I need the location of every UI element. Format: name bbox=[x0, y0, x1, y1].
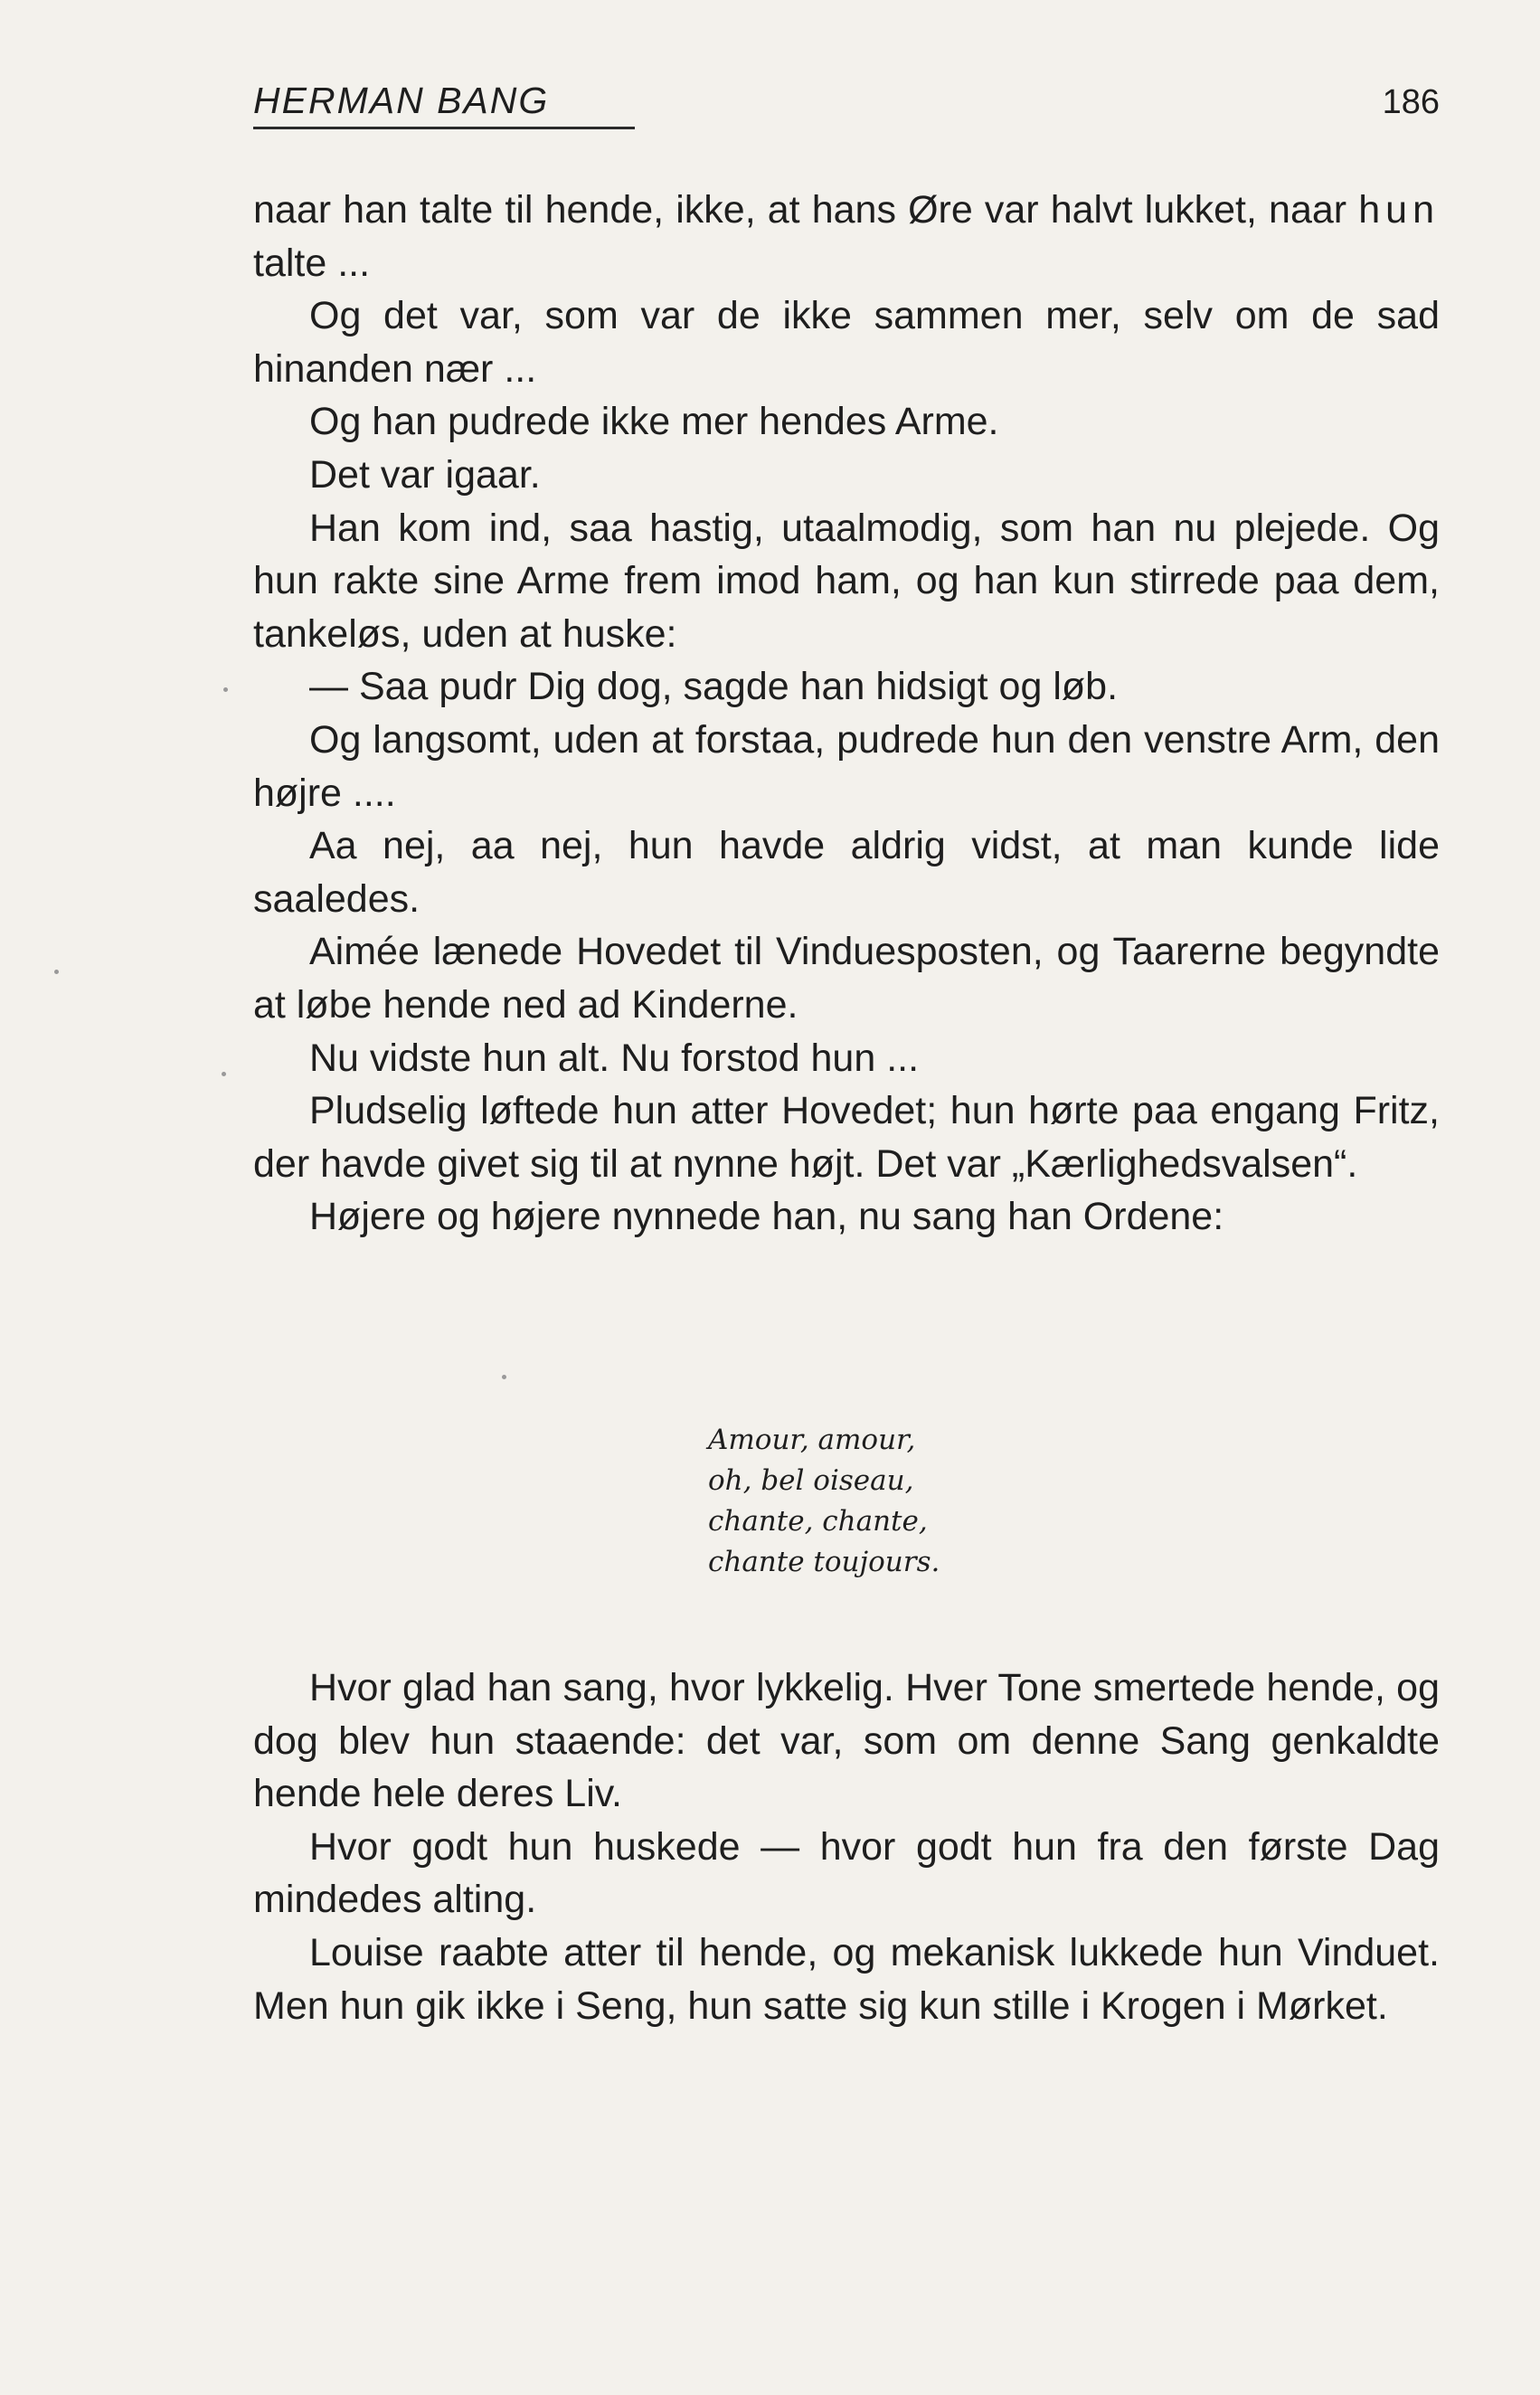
paragraph-text-tail: talte ... bbox=[253, 241, 371, 285]
paragraph bbox=[253, 184, 1440, 289]
verse-line: oh, bel oiseau, bbox=[708, 1464, 914, 1497]
text-block-upper bbox=[253, 184, 1440, 1244]
paragraph: Han kom ind, saa hastig, utaalmodig, som han nu plejede. Og hun rakte sine Arme frem imod ham, og han kun stirrede paa dem, tankeløs, uden at huske: bbox=[253, 506, 1440, 656]
paragraph-text: naar han talte til hende, ikke, at hans Øre var halvt lukket, naar bbox=[253, 188, 1359, 232]
paragraph: Aimée lænede Hovedet til Vinduesposten, og Taarerne begyndte at løbe hende ned ad Kinderne. bbox=[253, 930, 1440, 1027]
header-underline bbox=[253, 127, 635, 129]
page-number: 186 bbox=[1382, 83, 1440, 121]
song-verse bbox=[708, 1420, 940, 1583]
paragraph: Og det var, som var de ikke sammen mer, selv om de sad hinanden nær ... bbox=[253, 294, 1440, 391]
paragraph: Det var igaar. bbox=[309, 452, 541, 497]
paragraph: Hvor godt hun huskede — hvor godt hun fra den første Dag mindedes alting. bbox=[253, 1824, 1440, 1922]
paragraph: Højere og højere nynnede han, nu sang han Ordene: bbox=[309, 1195, 1224, 1239]
verse-line: chante toujours. bbox=[708, 1546, 940, 1578]
verse-line: chante, chante, bbox=[708, 1505, 928, 1538]
paragraph: Og langsomt, uden at forstaa, pudrede hun den venstre Arm, den højre .... bbox=[253, 717, 1440, 815]
paragraph: Pludselig løftede hun atter Hovedet; hun hørte paa engang Fritz, der havde givet sig til at nynne højt. Det var „Kærlighedsvalsen“. bbox=[253, 1089, 1440, 1186]
emphasized-word: hun bbox=[1358, 188, 1440, 232]
verse-line: Amour, amour, bbox=[708, 1424, 916, 1456]
print-speck bbox=[54, 970, 59, 974]
paragraph: Hvor glad han sang, hvor lykkelig. Hver Tone smertede hende, og dog blev hun staaende: det var, som om denne Sang genkaldte hende hele deres Liv. bbox=[253, 1666, 1440, 1816]
text-block-lower bbox=[253, 1661, 1440, 2032]
paragraph: Louise raabte atter til hende, og mekanisk lukkede hun Vinduet. Men hun gik ikke i Seng, hun satte sig kun stille i Krogen i Mørket. bbox=[253, 1930, 1440, 2028]
author-name: HERMAN BANG bbox=[253, 80, 550, 121]
paragraph: Aa nej, aa nej, hun havde aldrig vidst, at man kunde lide saaledes. bbox=[253, 824, 1440, 921]
print-speck bbox=[502, 1375, 506, 1379]
print-speck bbox=[222, 1072, 226, 1076]
print-speck bbox=[223, 687, 228, 692]
running-head bbox=[253, 78, 1440, 132]
dialogue-line: — Saa pudr Dig dog, sagde han hidsigt og løb. bbox=[309, 665, 1119, 709]
paragraph: Nu vidste hun alt. Nu forstod hun ... bbox=[309, 1036, 920, 1080]
paragraph: Og han pudrede ikke mer hendes Arme. bbox=[309, 400, 999, 444]
